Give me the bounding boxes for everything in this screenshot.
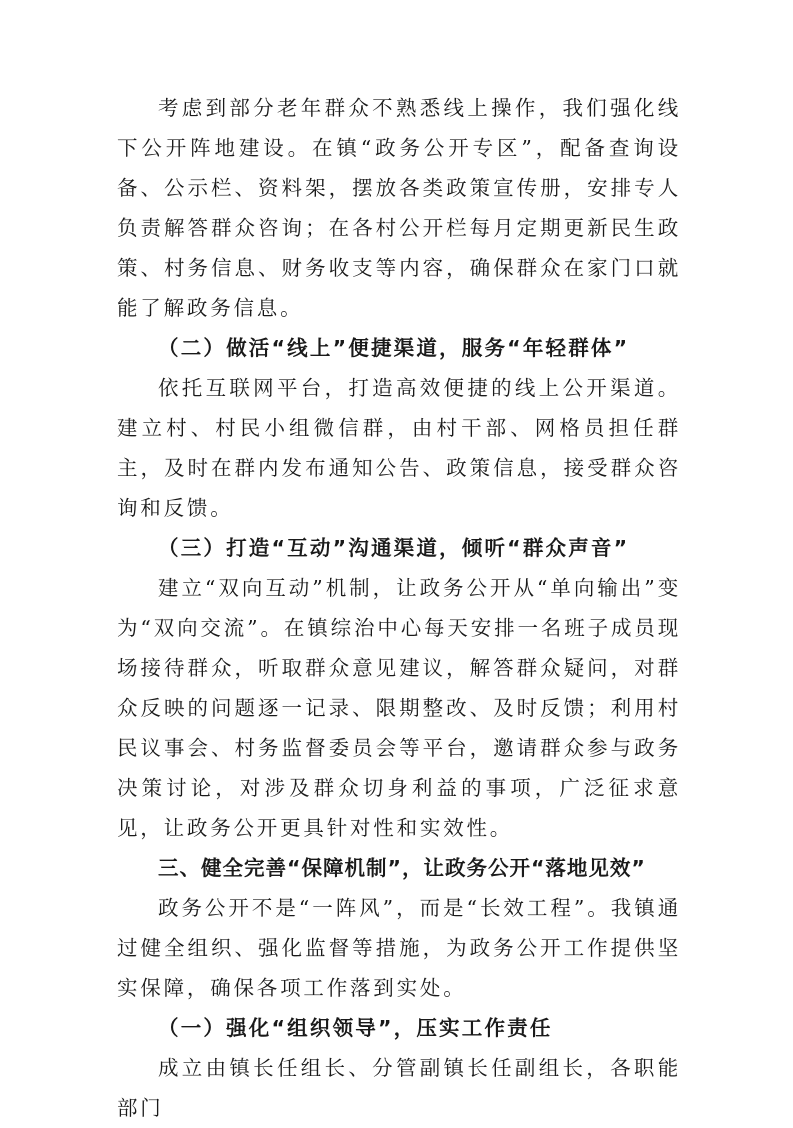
subheading-interactive-channels: （三）打造“互动”沟通渠道，倾听“群众声音” [158,536,630,560]
paragraph-organization-leadership: 成立由镇长任组长、分管副镇长任副组长，各职能部门 [117,1056,681,1120]
subheading-organization-leadership: （一）强化“组织领导”，压实工作责任 [158,1016,553,1040]
paragraph-online-channels: 依托互联网平台，打造高效便捷的线上公开渠道。建立村、村民小组微信群，由村干部、网格员担任群主，及时在群内发布通知公告、政策信息，接受群众咨询和反馈。 [117,376,681,520]
paragraph-offline-channels: 考虑到部分老年群众不熟悉线上操作，我们强化线下公开阵地建设。在镇“政务公开专区”，配备查询设备、公示栏、资料架，摆放各类政策宣传册，安排专人负责解答群众咨询；在各村公开栏每月定期更新民生政策、村务信息、财务收支等内容，确保群众在家门口就能了解政务信息。 [117,96,681,320]
paragraph-guarantee-intro: 政务公开不是“一阵风”，而是“长效工程”。我镇通过健全组织、强化监督等措施，为政务公开工作提供坚实保障，确保各项工作落到实处。 [117,896,681,1000]
subheading-online-channels: （二）做活“线上”便捷渠道，服务“年轻群体” [158,336,630,360]
section-heading-guarantee-mechanism: 三、健全完善“保障机制”，让政务公开“落地见效” [158,856,646,880]
paragraph-interactive-channels: 建立“双向互动”机制，让政务公开从“单向输出”变为“双向交流”。在镇综治中心每天安排一名班子成员现场接待群众，听取群众意见建议，解答群众疑问，对群众反映的问题逐一记录、限期整改、及时反馈；利用村民议事会、村务监督委员会等平台，邀请群众参与政务决策讨论，对涉及群众切身利益的事项，广泛征求意见，让政务公开更具针对性和实效性。 [117,576,681,840]
